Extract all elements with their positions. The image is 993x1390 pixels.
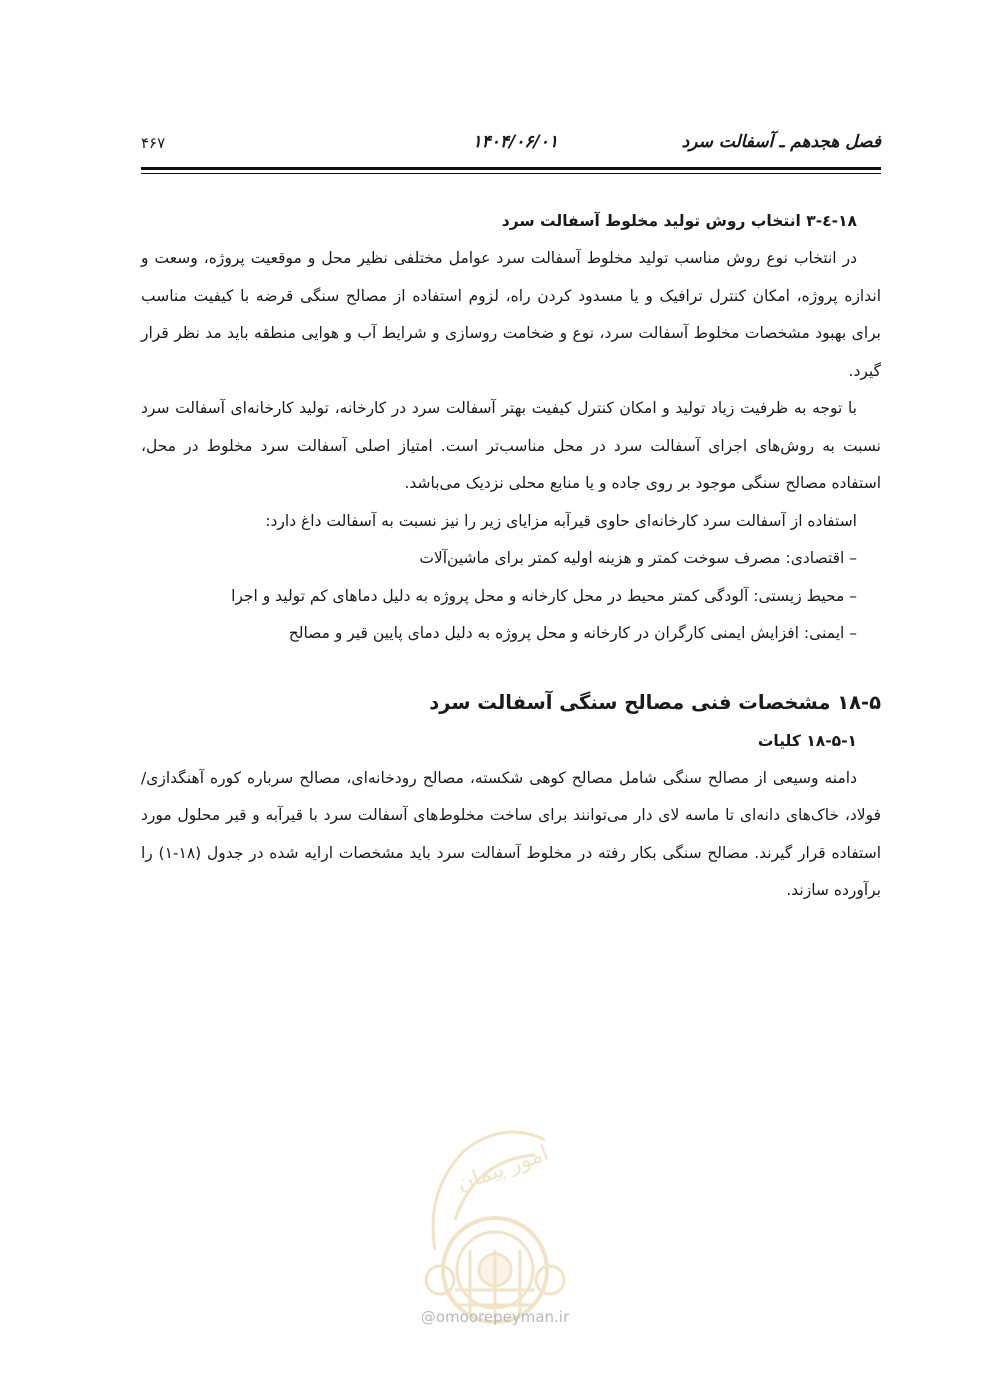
list-item: – محیط زیستی: آلودگی کمتر محیط در محل کارخانه و محل پروژه به دلیل دماهای کم تولید و اجرا — [231, 586, 857, 605]
header-rule-thick — [141, 167, 881, 170]
paragraph: با توجه به ظرفیت زیاد تولید و امکان کنترل کیفیت بهتر آسفالت سرد در کارخانه، تولید کارخانه‌ای آسفالت سرد نسبت به روش‌های اجرای آسفالت سرد در محل مناسب‌تر است. امتیاز اصلی آسفالت سرد مخلوط در محل، استفاده مصالح سنگی موجود بر روی جاده و یا منابع محلی نزدیک می‌باشد. — [141, 399, 881, 492]
section-heading-18-4-3: ۱۸-٤-۳ انتخاب روش تولید مخلوط آسفالت سرد — [501, 212, 857, 230]
paragraph: استفاده از آسفالت سرد کارخانه‌ای حاوی قیرآبه مزایای زیر را نیز نسبت به آسفالت داغ دارد: — [265, 511, 857, 530]
page-body — [141, 200, 881, 910]
section-heading-18-5-1: ۱۸-۵-۱ کلیات — [757, 731, 857, 750]
section-heading-18-5: ۱۸-۵ مشخصات فنی مصالح سنگی آسفالت سرد — [429, 690, 881, 714]
list-item: – اقتصادی: مصرف سوخت کمتر و هزینه اولیه کمتر برای ماشین‌آلات — [419, 549, 857, 567]
watermark-logo-text: امور پیمان — [453, 1140, 552, 1197]
paragraph: در انتخاب نوع روش مناسب تولید مخلوط آسفالت سرد عوامل مختلفی نظیر محل و موقعیت پروژه، وسعت و اندازه پروژه، امکان کنترل ترافیک و یا مسدود کردن راه، لزوم استفاده از مصالح سنگی قرضه با کیفیت مناسب برای بهبود مشخصات مخلوط آسفالت سرد، نوع و ضخامت روسازی و شرایط آب و هوایی منطقه باید مد نظر قرار گیرد. — [141, 249, 881, 380]
header-rule-thin — [141, 173, 881, 174]
page-header — [141, 128, 881, 168]
watermark-handle: @omoorepeyman.ir — [420, 1308, 570, 1326]
paragraph: دامنه وسیعی از مصالح سنگی شامل مصالح کوهی شکسته، مصالح رودخانه‌ای، مصالح سرباره کوره آهنگدازی/ فولاد، خاک‌های دانه‌ای تا ماسه لای دار می‌توانند برای ساخت مخلوط‌های آسفالت سرد با قیرآبه و قیر محلول مورد استفاده قرار گیرند. مصالح سنگی بکار رفته در مخلوط آسفالت سرد باید مشخصات ارایه شده در جدول (۱۸-۱) را برآورده سازند. — [141, 768, 882, 899]
list-item: – ایمنی: افزایش ایمنی کارگران در کارخانه و محل پروژه به دلیل دمای پایین قیر و مصالح — [288, 624, 857, 642]
advantages-list — [141, 540, 881, 653]
page-number: ۴۶۷ — [141, 134, 166, 152]
header-date: ۱۴۰۴/۰۶/۰۱ — [472, 132, 559, 152]
chapter-title: فصل هجدهم ـ آسفالت سرد — [681, 132, 881, 152]
